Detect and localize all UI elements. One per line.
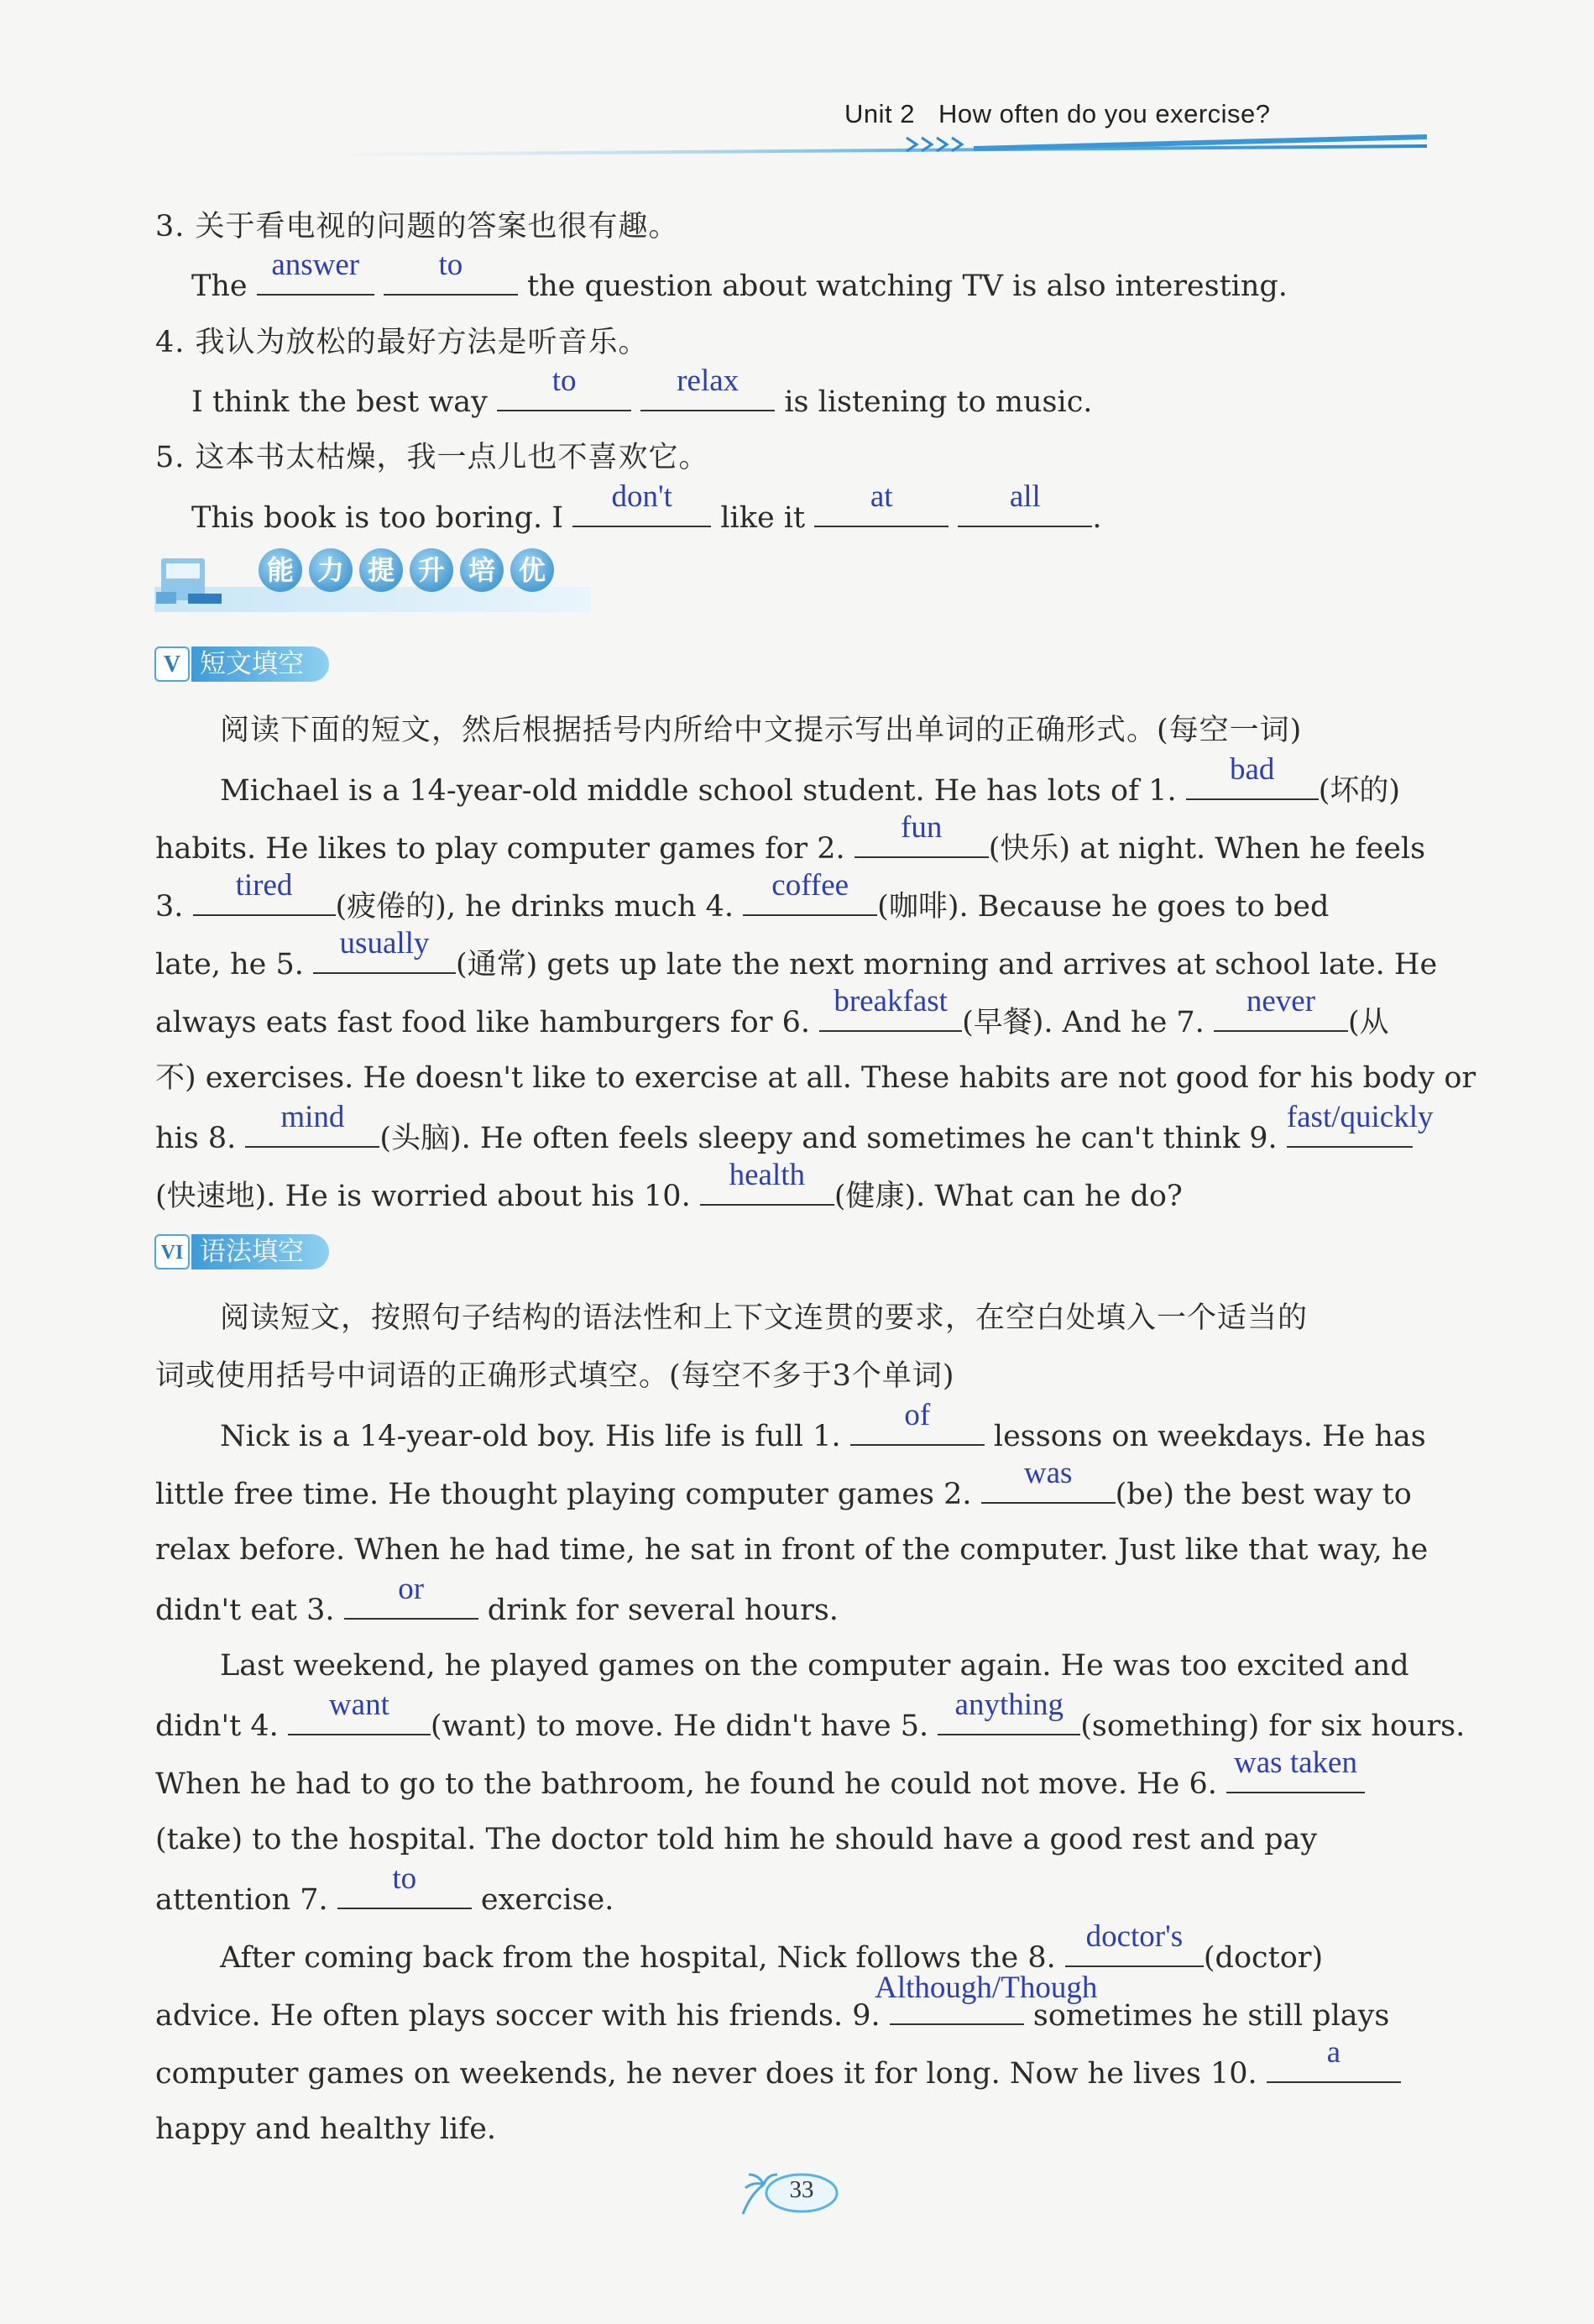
answer-blank[interactable]: was bbox=[981, 1472, 1116, 1504]
passage-line: Michael is a 14-year-old middle school student. He has lots of 1. bad (坏的) bbox=[220, 752, 1401, 808]
passage-line: late, he 5. usually (通常) gets up late the next morning and arrives at school late. He bbox=[155, 926, 1438, 981]
answer-blank[interactable]: to bbox=[337, 1877, 472, 1909]
item-5-english: This book is too boring. I don't like it at all . bbox=[191, 479, 1102, 535]
answer-blank[interactable]: all bbox=[958, 495, 1092, 527]
section-title: 语法填空 bbox=[191, 1234, 329, 1269]
banner-char: 升 bbox=[410, 548, 453, 592]
passage-line: didn't 4. want (want) to move. He didn't have 5. anything (something) for six hours. bbox=[155, 1688, 1466, 1743]
answer-blank[interactable]: was taken bbox=[1226, 1761, 1365, 1793]
passage-line: After coming back from the hospital, Nick follows the 8. doctor's (doctor) bbox=[220, 1919, 1324, 1975]
passage-line: habits. He likes to play computer games for 2. fun (快乐) at night. When he feels bbox=[155, 810, 1426, 866]
answer-blank[interactable]: a bbox=[1267, 2051, 1401, 2083]
answer-blank[interactable]: fast/quickly bbox=[1287, 1116, 1413, 1148]
passage-line: Nick is a 14-year-old boy. His life is full 1. of lessons on weekdays. He has bbox=[220, 1398, 1426, 1453]
header-decoration bbox=[353, 126, 1427, 160]
section-vi-instruction: 阅读短文，按照句子结构的语法性和上下文连贯的要求，在空白处填入一个适当的 bbox=[220, 1301, 1309, 1335]
item-3-english: The answer to the question about watching TV is also interesting. bbox=[191, 248, 1288, 303]
page-number: 33 bbox=[789, 2176, 814, 2203]
banner-char: 优 bbox=[510, 548, 554, 592]
answer-blank[interactable]: or bbox=[344, 1588, 478, 1620]
banner-char: 培 bbox=[460, 548, 504, 592]
item-4-english: I think the best way to relax is listening to music. bbox=[191, 364, 1093, 419]
passage-line: 3. tired (疲倦的), he drinks much 4. coffee (咖啡). Because he goes to bed bbox=[155, 868, 1330, 924]
answer-blank[interactable]: fun bbox=[854, 826, 989, 858]
passage-line: computer games on weekends, he never does it for long. Now he lives 10. a bbox=[155, 2051, 1401, 2094]
answer-blank[interactable]: never bbox=[1214, 1000, 1348, 1032]
answer-blank[interactable]: relax bbox=[640, 379, 775, 411]
passage-line: Last weekend, he played games on the computer again. He was too excited and bbox=[220, 1649, 1409, 1683]
answer-blank[interactable]: doctor's bbox=[1065, 1935, 1204, 1967]
answer-blank[interactable]: breakfast bbox=[819, 1000, 962, 1032]
section-roman: VI bbox=[154, 1234, 190, 1269]
unit-label: Unit 2 bbox=[844, 99, 915, 128]
unit-header bbox=[844, 99, 1271, 129]
passage-line: happy and healthy life. bbox=[155, 2112, 497, 2146]
unit-title: How often do you exercise? bbox=[938, 99, 1271, 128]
answer-blank[interactable]: answer bbox=[257, 264, 374, 296]
passage-line: attention 7. to exercise. bbox=[155, 1861, 614, 1917]
answer-blank[interactable]: health bbox=[700, 1174, 834, 1206]
answer-blank[interactable]: bad bbox=[1186, 768, 1319, 800]
answer-blank[interactable]: coffee bbox=[743, 884, 877, 916]
answer-blank[interactable]: mind bbox=[245, 1116, 379, 1148]
answer-blank[interactable]: want bbox=[288, 1704, 431, 1735]
passage-line: didn't eat 3. or drink for several hours. bbox=[155, 1572, 839, 1627]
answer-blank[interactable]: to bbox=[384, 264, 518, 296]
answer-blank[interactable]: to bbox=[497, 379, 631, 411]
item-3-chinese: 3. 关于看电视的问题的答案也很有趣。 bbox=[155, 210, 679, 243]
answer-blank[interactable]: Although/Though bbox=[890, 1993, 1024, 2025]
passage-line: advice. He often plays soccer with his friends. 9. Although/Though sometimes he still plays bbox=[155, 1971, 1390, 2033]
passage-line: (快速地). He is worried about his 10. health (健康). What can he do? bbox=[155, 1158, 1183, 1213]
banner-char: 能 bbox=[259, 548, 302, 592]
ability-banner bbox=[154, 542, 591, 617]
section-roman: V bbox=[154, 646, 190, 682]
answer-blank[interactable]: usually bbox=[313, 942, 456, 974]
answer-blank[interactable]: tired bbox=[193, 884, 336, 916]
passage-line: always eats fast food like hamburgers for 6. breakfast (早餐). And he 7. never (从 bbox=[155, 984, 1389, 1039]
answer-blank[interactable]: of bbox=[850, 1414, 985, 1446]
banner-char: 提 bbox=[359, 548, 403, 592]
passage-line: relax before. When he had time, he sat in front of the computer. Just like that way, he bbox=[155, 1533, 1429, 1567]
item-4-chinese: 4. 我认为放松的最好方法是听音乐。 bbox=[155, 326, 649, 359]
page-number-badge bbox=[768, 2168, 835, 2210]
answer-blank[interactable]: don't bbox=[572, 495, 711, 527]
section-title: 短文填空 bbox=[191, 646, 329, 682]
passage-line: little free time. He thought playing computer games 2. was (be) the best way to bbox=[155, 1456, 1412, 1511]
banner-char: 力 bbox=[309, 548, 353, 592]
passage-line: When he had to go to the bathroom, he found he could not move. He 6. was taken bbox=[155, 1761, 1365, 1804]
banner-chars bbox=[259, 548, 554, 595]
section-vi-instruction: 词或使用括号中词语的正确形式填空。(每空不多于3个单词) bbox=[155, 1359, 955, 1393]
answer-blank[interactable]: at bbox=[814, 495, 949, 527]
passage-line: 不) exercises. He doesn't like to exercise at all. These habits are not good for his body or bbox=[155, 1061, 1476, 1095]
passage-line: (take) to the hospital. The doctor told him he should have a good rest and pay bbox=[155, 1823, 1318, 1856]
item-5-chinese: 5. 这本书太枯燥，我一点儿也不喜欢它。 bbox=[155, 441, 709, 474]
answer-blank[interactable]: anything bbox=[938, 1704, 1080, 1735]
passage-line: his 8. mind (头脑). He often feels sleepy and sometimes he can't think 9. fast/quickly bbox=[155, 1100, 1434, 1155]
section-v-instruction: 阅读下面的短文，然后根据括号内所给中文提示写出单词的正确形式。(每空一词) bbox=[220, 714, 1303, 747]
